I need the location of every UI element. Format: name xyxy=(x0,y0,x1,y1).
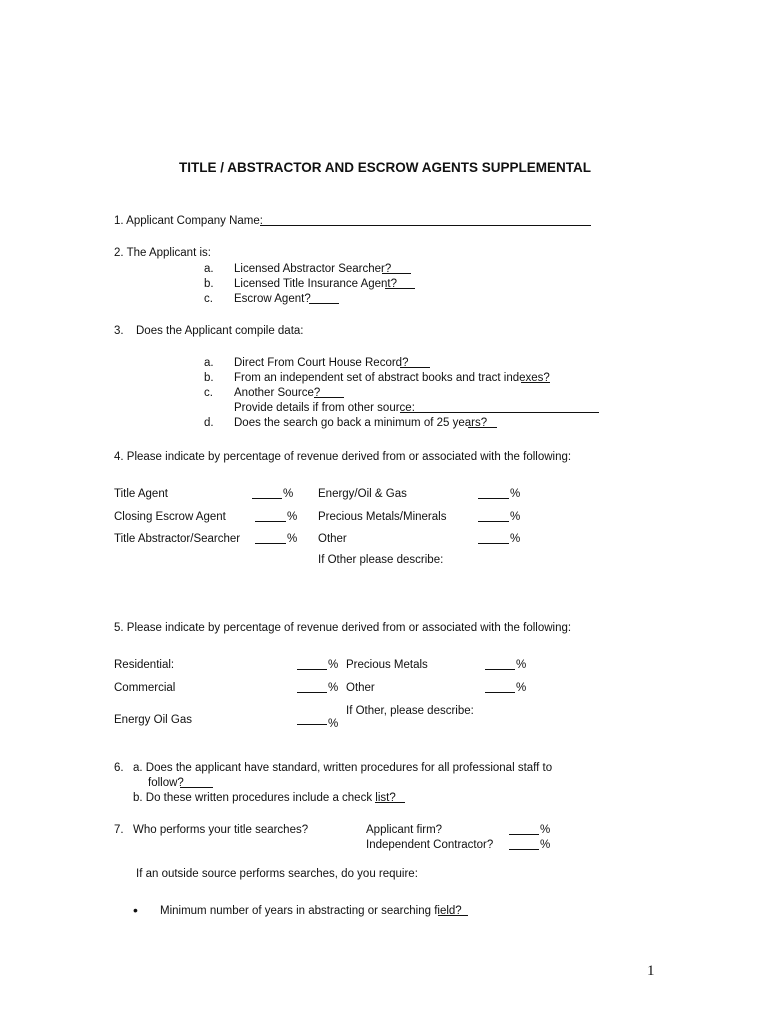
q1-company-name-field[interactable] xyxy=(260,214,591,226)
percent-sign: % xyxy=(510,533,521,545)
q3-item-d: Does the search go back a minimum of 25 years? xyxy=(234,417,488,429)
q3-item-c: Another Source? xyxy=(234,387,321,399)
q7-option: Applicant firm? xyxy=(366,824,443,836)
q2-item-b: Licensed Title Insurance Agent? xyxy=(234,278,398,290)
q5-commercial-field[interactable] xyxy=(297,681,327,693)
q5-other-note: If Other, please describe: xyxy=(346,705,474,717)
q3-item-b: From an independent set of abstract books and tract indexes? xyxy=(234,372,550,384)
q2-item-a: Licensed Abstractor Searcher? xyxy=(234,263,392,275)
q4-right-item: Precious Metals/Minerals xyxy=(318,511,447,523)
q7-outside-label: If an outside source performs searches, do you require: xyxy=(136,868,418,880)
q7-years-field[interactable] xyxy=(438,904,468,916)
percent-sign: % xyxy=(510,511,521,523)
q5-residential-field[interactable] xyxy=(297,658,327,670)
percent-sign: % xyxy=(328,718,339,730)
page-number: 1 xyxy=(647,963,655,979)
q4-label: 4. Please indicate by percentage of revenue derived from or associated with the following: xyxy=(114,451,572,463)
q5-left-item: Energy Oil Gas xyxy=(114,714,192,726)
q2-letter-b: b. xyxy=(204,278,214,290)
q4-precious-metals-field[interactable] xyxy=(478,510,509,522)
q3-number: 3. xyxy=(114,325,124,337)
q3-details-field[interactable] xyxy=(400,401,599,413)
q5-left-item: Residential: xyxy=(114,659,175,671)
percent-sign: % xyxy=(540,839,551,851)
q5-precious-metals-field[interactable] xyxy=(485,658,515,670)
bullet-icon: • xyxy=(133,902,138,918)
q1-label: 1. Applicant Company Name: xyxy=(114,215,263,227)
q6-b-answer-field[interactable] xyxy=(375,791,405,803)
q2-label: 2. The Applicant is: xyxy=(114,247,211,259)
q3-a-answer-field[interactable] xyxy=(400,356,430,368)
q3-item-a: Direct From Court House Record? xyxy=(234,357,409,369)
q4-other-note: If Other please describe: xyxy=(318,554,444,566)
q2-letter-a: a. xyxy=(204,263,214,275)
q4-closing-escrow-field[interactable] xyxy=(255,510,286,522)
percent-sign: % xyxy=(540,824,551,836)
q4-right-item: Other xyxy=(318,533,347,545)
q7-applicant-firm-field[interactable] xyxy=(509,823,539,835)
q4-right-item: Energy/Oil & Gas xyxy=(318,488,407,500)
q3-letter-d: d. xyxy=(204,417,214,429)
percent-sign: % xyxy=(283,488,294,500)
q6-a-line2: follow? xyxy=(148,777,184,789)
percent-sign: % xyxy=(287,511,298,523)
q7-label: Who performs your title searches? xyxy=(133,824,309,836)
q2-item-c: Escrow Agent? xyxy=(234,293,311,305)
q4-title-agent-field[interactable] xyxy=(252,487,282,499)
q5-left-item: Commercial xyxy=(114,682,176,694)
q3-d-answer-field[interactable] xyxy=(468,416,497,428)
q7-contractor-field[interactable] xyxy=(509,838,539,850)
q3-letter-a: a. xyxy=(204,357,214,369)
q2-letter-c: c. xyxy=(204,293,213,305)
q5-label: 5. Please indicate by percentage of revenue derived from or associated with the following: xyxy=(114,622,572,634)
percent-sign: % xyxy=(510,488,521,500)
q4-left-item: Closing Escrow Agent xyxy=(114,511,226,523)
q2-b-answer-field[interactable] xyxy=(385,277,415,289)
q3-c-answer-field[interactable] xyxy=(314,386,344,398)
percent-sign: % xyxy=(328,682,339,694)
q6-a-line1: a. Does the applicant have standard, written procedures for all professional staff to xyxy=(133,762,553,774)
q6-a-answer-field[interactable] xyxy=(180,776,213,788)
page-title: TITLE / ABSTRACTOR AND ESCROW AGENTS SUPPLEMENTAL xyxy=(178,160,591,175)
q4-left-item: Title Abstractor/Searcher xyxy=(114,533,241,545)
q3-letter-b: b. xyxy=(204,372,214,384)
q2-c-answer-field[interactable] xyxy=(309,292,339,304)
q4-abstractor-field[interactable] xyxy=(255,532,286,544)
percent-sign: % xyxy=(287,533,298,545)
q6-number: 6. xyxy=(114,762,124,774)
q4-energy-field[interactable] xyxy=(478,487,509,499)
q5-other-field[interactable] xyxy=(485,681,515,693)
q4-left-item: Title Agent xyxy=(114,488,168,500)
q3-label: Does the Applicant compile data: xyxy=(136,325,304,337)
q2-a-answer-field[interactable] xyxy=(382,262,411,274)
q6-b: b. Do these written procedures include a check list? xyxy=(133,792,396,804)
q7-number: 7. xyxy=(114,824,124,836)
percent-sign: % xyxy=(328,659,339,671)
q5-right-item: Precious Metals xyxy=(346,659,428,671)
q3-details-label: Provide details if from other source: xyxy=(234,402,415,414)
q5-energy-field[interactable] xyxy=(297,713,327,725)
q7-option: Independent Contractor? xyxy=(366,839,494,851)
q3-b-answer-field[interactable] xyxy=(521,371,550,383)
percent-sign: % xyxy=(516,682,527,694)
q5-right-item: Other xyxy=(346,682,375,694)
q4-other-field[interactable] xyxy=(478,532,509,544)
percent-sign: % xyxy=(516,659,527,671)
q3-letter-c: c. xyxy=(204,387,213,399)
q7-bullet-item: Minimum number of years in abstracting or searching field? xyxy=(160,905,462,917)
